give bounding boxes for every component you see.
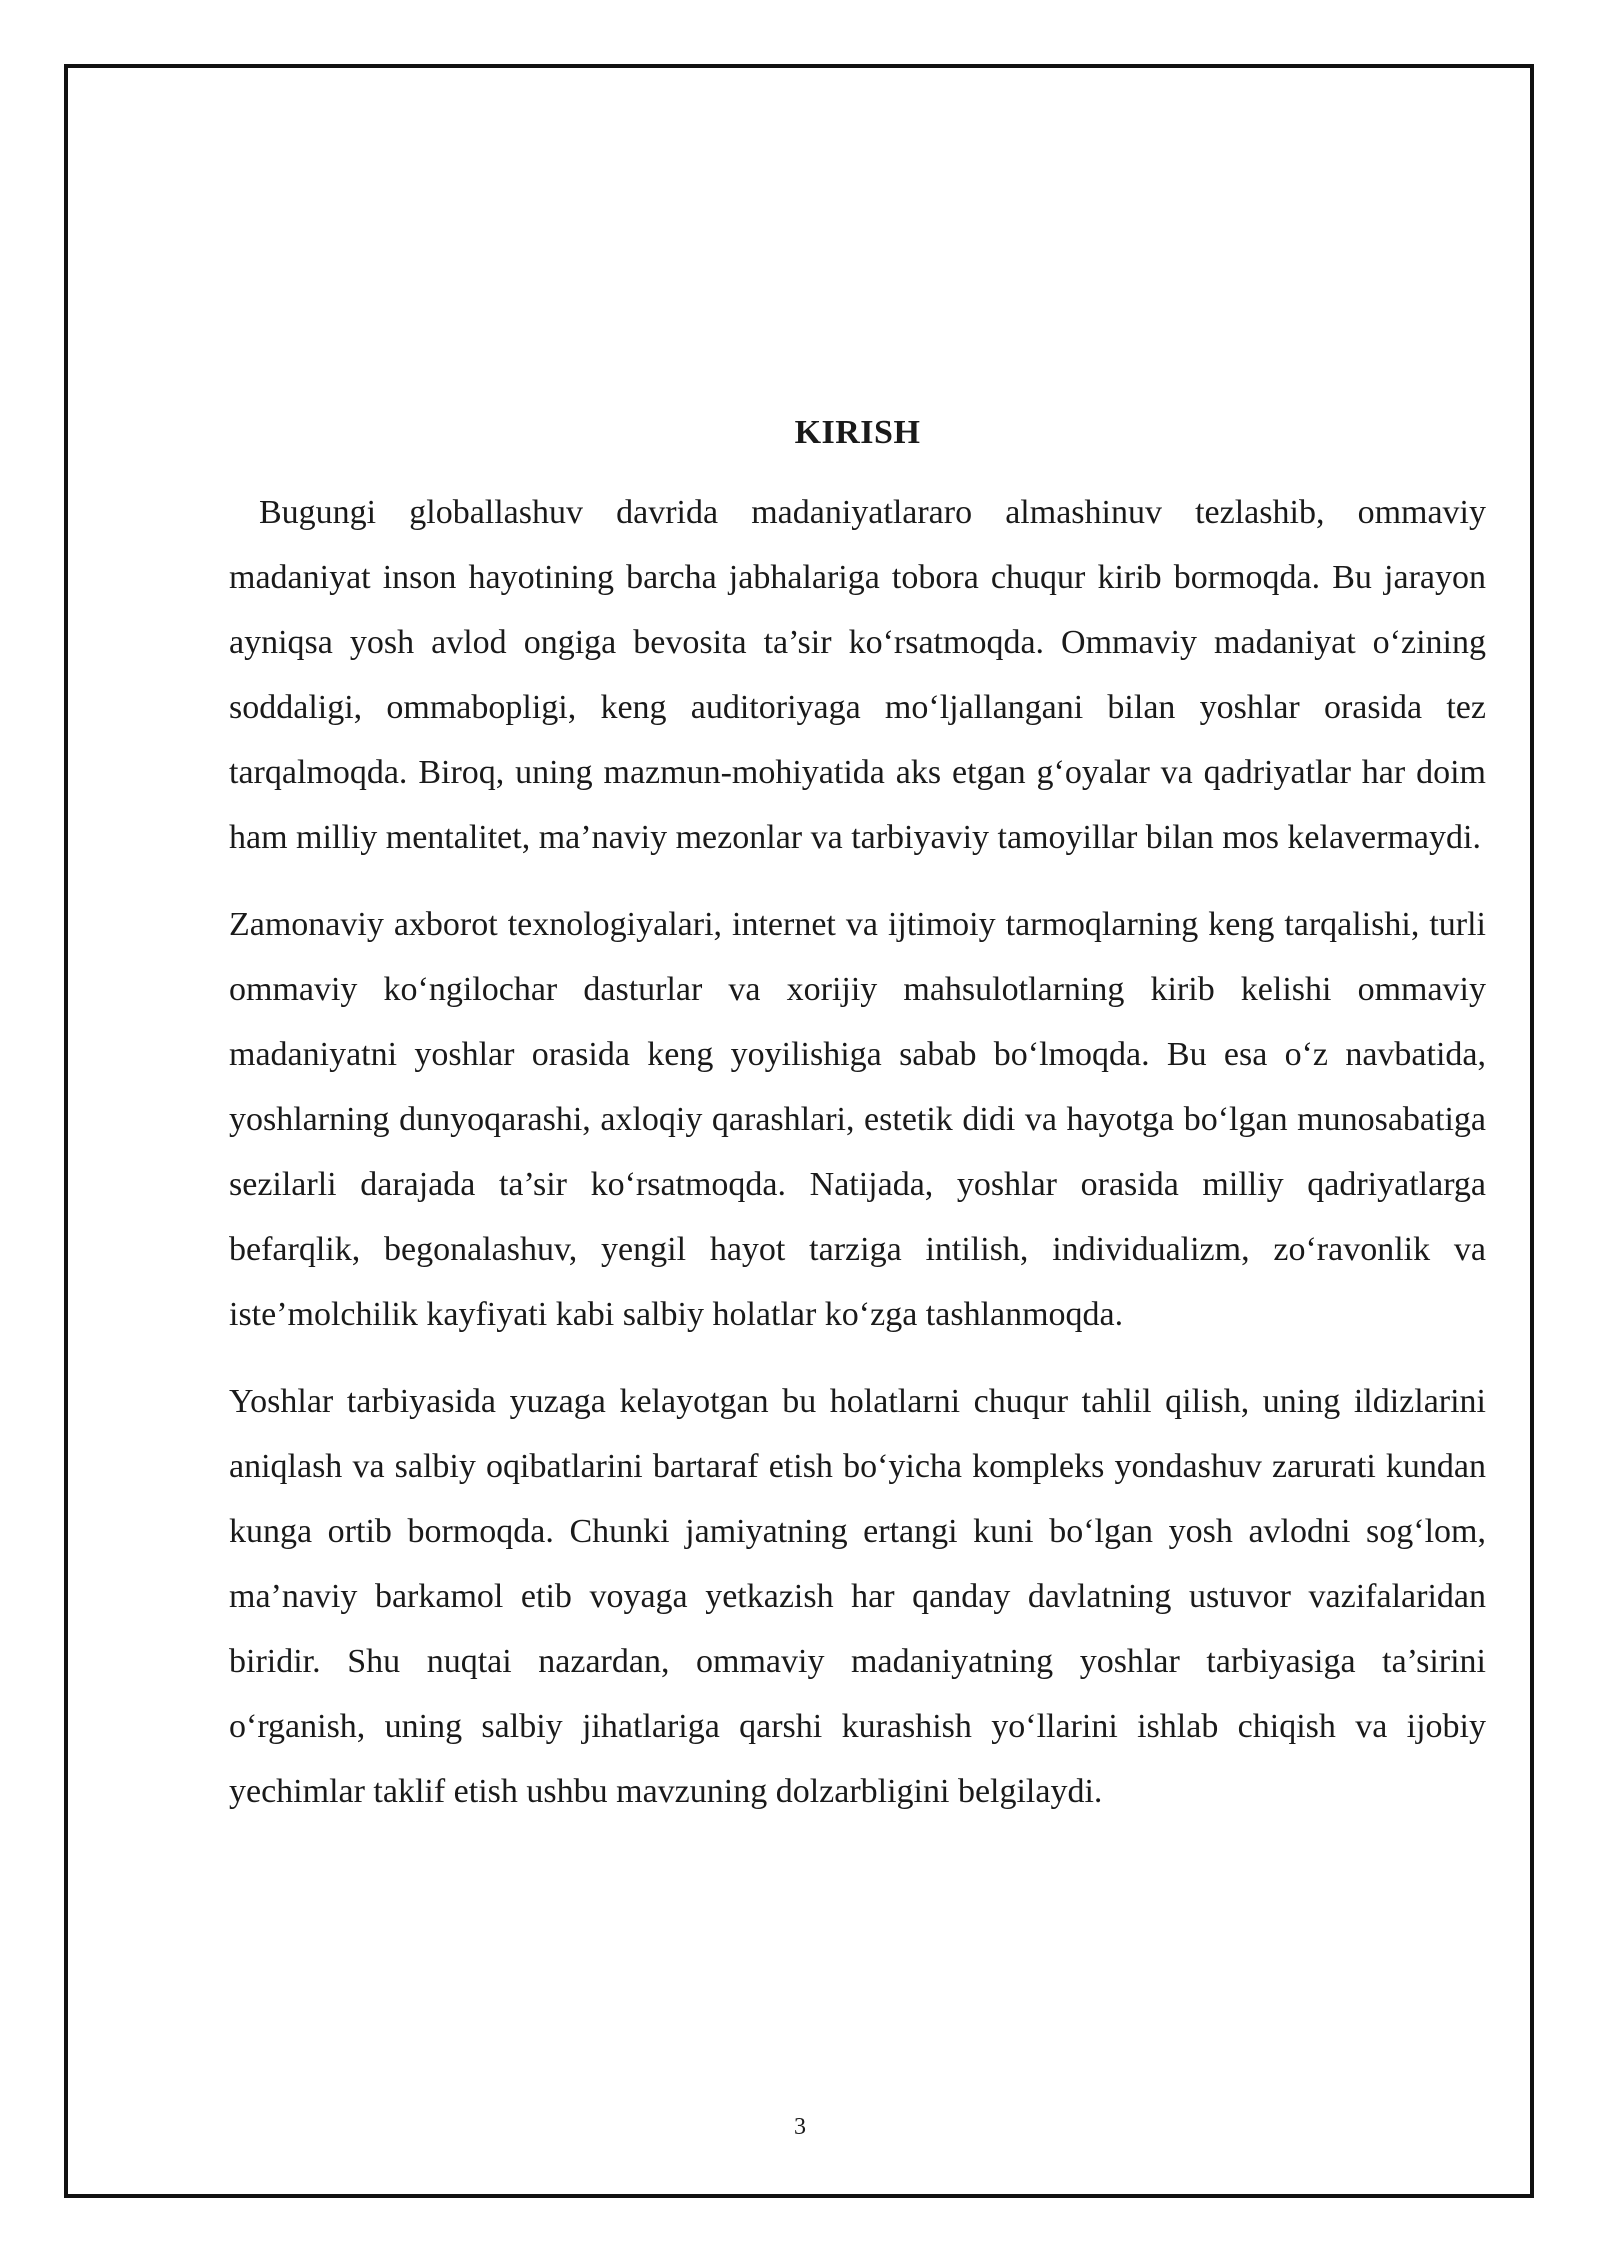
section-heading: KIRISH [794, 414, 921, 451]
paragraph-1: Bugungi globallashuv davrida madaniyatlararo almashinuv tezlashib, ommaviy madaniyat inson hayotining barcha jabhalariga tobora chuqur kirib bormoqda. Bu jarayon ayniqsa yosh avlod ongiga bevosita ta’sir ko‘rsatmoqda. Ommaviy madaniyat o‘zining soddaligi, ommabopligi, keng auditoriyaga mo‘ljallangani bilan yoshlar orasida tez tarqalmoqda. Biroq, uning mazmun-mohiyatida aks etgan g‘oyalar va qadriyatlar har doim ham milliy mentalitet, ma’naviy mezonlar va tarbiyaviy tamoyillar bilan mos kelavermaydi. [229, 494, 1486, 856]
document-body [229, 408, 1486, 1846]
paragraph-3: Yoshlar tarbiyasida yuzaga kelayotgan bu holatlarni chuqur tahlil qilish, uning ildizlarini aniqlash va salbiy oqibatlarini bartaraf etish bo‘yicha kompleks yondashuv zarurati kundan kunga ortib bormoqda. Chunki jamiyatning ertangi kuni bo‘lgan yosh avlodni sog‘lom, ma’naviy barkamol etib voyaga yetkazish har qanday davlatning ustuvor vazifalaridan biridir. Shu nuqtai nazardan, ommaviy madaniyatning yoshlar tarbiyasiga ta’sirini o‘rganish, uning salbiy jihatlariga qarshi kurashish yo‘llarini ishlab chiqish va ijobiy yechimlar taklif etish ushbu mavzuning dolzarbligini belgilaydi. [229, 1383, 1486, 1810]
paragraph-2: Zamonaviy axborot texnologiyalari, internet va ijtimoiy tarmoqlarning keng tarqalishi, turli ommaviy ko‘ngilochar dasturlar va xorijiy mahsulotlarning kirib kelishi ommaviy madaniyatni yoshlar orasida keng yoyilishiga sabab bo‘lmoqda. Bu esa o‘z navbatida, yoshlarning dunyoqarashi, axloqiy qarashlari, estetik didi va hayotga bo‘lgan munosabatiga sezilarli darajada ta’sir ko‘rsatmoqda. Natijada, yoshlar orasida milliy qadriyatlarga befarqlik, begonalashuv, yengil hayot tarziga intilish, individualizm, zo‘ravonlik va iste’molchilik kayfiyati kabi salbiy holatlar ko‘zga tashlanmoqda. [229, 906, 1486, 1333]
page-number: 3 [794, 2114, 806, 2140]
